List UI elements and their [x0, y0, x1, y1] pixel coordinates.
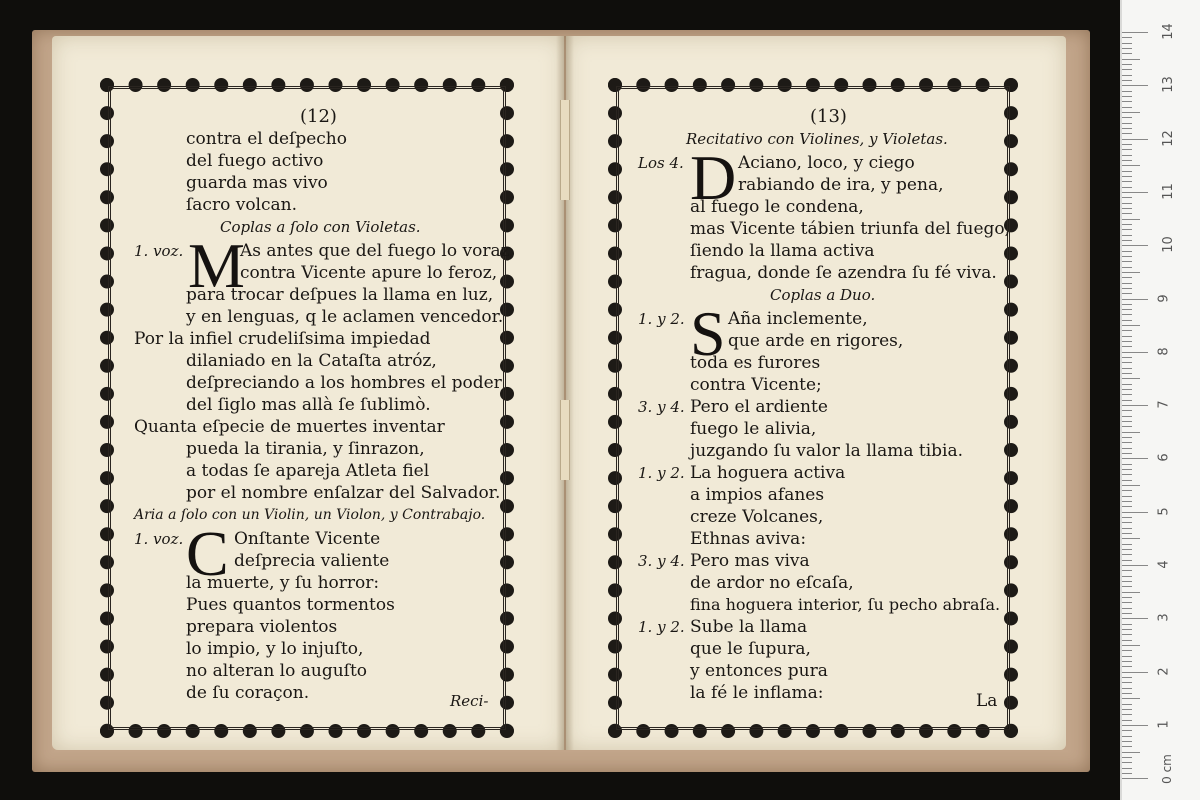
text-line: por el nombre enſalzar del Salvador.	[186, 483, 501, 503]
text-line: Pero el ardiente	[690, 397, 828, 417]
ruler-tick	[1122, 752, 1140, 753]
voice-label: 3. y 4.	[638, 398, 685, 416]
ruler-tick	[1122, 123, 1132, 124]
ruler-tick	[1122, 80, 1132, 81]
binding-thread	[560, 400, 570, 480]
ruler-tick	[1122, 506, 1132, 507]
ruler-tick	[1122, 405, 1148, 406]
ruler-tick	[1122, 458, 1148, 459]
ruler-tick	[1122, 378, 1140, 379]
ruler-tick	[1122, 107, 1132, 108]
text-line: La hoguera activa	[690, 463, 846, 483]
ruler-tick	[1122, 634, 1132, 635]
ruler-tick	[1122, 688, 1132, 689]
ruler-tick	[1122, 666, 1132, 667]
ruler-tick	[1122, 144, 1132, 145]
ruler-number: 12	[1160, 129, 1176, 147]
ruler-tick	[1122, 586, 1132, 587]
ruler-tick	[1122, 602, 1132, 603]
ruler-number: 2	[1156, 666, 1172, 676]
ruler-tick	[1122, 373, 1132, 374]
ruler-tick	[1122, 171, 1132, 172]
ruler-tick	[1122, 192, 1148, 193]
ruler-tick	[1122, 490, 1132, 491]
section-heading: Coplas a Duo.	[770, 286, 876, 304]
ruler-tick	[1122, 325, 1140, 326]
ruler-tick	[1122, 320, 1132, 321]
text-line: fragua, donde ſe azendra ſu fé viva.	[690, 263, 997, 283]
ruler-tick	[1122, 283, 1132, 284]
ruler-tick	[1122, 69, 1132, 70]
ruler-tick	[1122, 368, 1132, 369]
drop-cap: M	[188, 230, 245, 301]
text-line: fina hoguera interior, ſu pecho abraſa.	[690, 595, 1001, 614]
ruler-number: 9	[1156, 293, 1172, 303]
text-line: ſacro volcan.	[186, 195, 297, 215]
voice-label: 1. y 2.	[638, 618, 685, 636]
ruler-tick	[1122, 453, 1132, 454]
measurement-ruler	[1120, 0, 1200, 800]
ruler-tick	[1122, 389, 1132, 390]
ruler-tick	[1122, 581, 1132, 582]
ruler-tick	[1122, 187, 1132, 188]
ruler-number: 13	[1160, 76, 1176, 94]
ruler-tick	[1122, 677, 1132, 678]
ruler-tick	[1122, 160, 1132, 161]
ruler-tick	[1122, 410, 1132, 411]
text-line: deſprecia valiente	[234, 551, 390, 571]
text-line: mas Vicente tábien triunfa del fuego,	[690, 219, 1011, 239]
ruler-tick	[1122, 613, 1132, 614]
ruler-tick	[1122, 352, 1148, 353]
ruler-tick	[1122, 165, 1140, 166]
text-line: dilaniado en la Cataſta atróz,	[186, 351, 437, 371]
voice-label: 1. y 2.	[638, 310, 685, 328]
ruler-tick	[1122, 480, 1132, 481]
ruler-tick	[1122, 240, 1132, 241]
ruler-number: 7	[1156, 400, 1172, 409]
ruler-tick	[1122, 416, 1132, 417]
ruler-tick	[1122, 208, 1132, 209]
ruler-number: 4	[1156, 560, 1172, 569]
ruler-tick	[1122, 469, 1132, 470]
ruler-tick	[1122, 219, 1140, 220]
ruler-tick	[1122, 235, 1132, 236]
text-line: de ardor no eſcaſa,	[690, 573, 854, 593]
text-line: y entonces pura	[690, 661, 828, 681]
ruler-tick	[1122, 618, 1148, 619]
ruler-tick	[1122, 709, 1132, 710]
section-heading: Aria a ſolo con un Violin, un Violon, y Contrabajo.	[134, 507, 486, 523]
ruler-tick	[1122, 229, 1132, 230]
ruler-tick	[1122, 394, 1132, 395]
ruler-number: 8	[1156, 347, 1172, 356]
text-line: contra el deſpecho	[186, 129, 347, 149]
ruler-tick	[1122, 474, 1132, 475]
ruler-tick	[1122, 112, 1140, 113]
ruler-tick	[1122, 544, 1132, 545]
ruler-tick	[1122, 773, 1132, 774]
ruler-tick	[1122, 437, 1132, 438]
ruler-tick	[1122, 277, 1132, 278]
ruler-tick	[1122, 693, 1132, 694]
voice-label: 3. y 4.	[638, 552, 685, 570]
ruler-tick	[1122, 464, 1132, 465]
text-line: para trocar deſpues la llama en luz,	[186, 285, 494, 305]
text-line: Onſtante Vicente	[234, 529, 381, 549]
page-number: (12)	[300, 106, 337, 127]
ruler-tick	[1122, 522, 1132, 523]
ruler-tick	[1122, 704, 1132, 705]
text-line: a todas ſe apareja Atleta fiel	[186, 461, 430, 481]
catchword: Reci-	[450, 692, 489, 710]
ruler-tick	[1122, 139, 1148, 140]
ruler-tick	[1122, 330, 1132, 331]
ruler-number: 3	[1156, 613, 1172, 622]
text-line: que le ſupura,	[690, 639, 811, 659]
ruler-tick	[1122, 53, 1132, 54]
text-line: la fé le inflama:	[690, 683, 824, 703]
ruler-number: 5	[1156, 507, 1172, 516]
section-heading: Recitativo con Violines, y Violetas.	[686, 130, 948, 148]
ruler-tick	[1122, 448, 1132, 449]
ruler-tick	[1122, 592, 1140, 593]
ruler-tick	[1122, 624, 1132, 625]
ruler-tick	[1122, 650, 1132, 651]
ruler-tick	[1122, 512, 1148, 513]
ruler-tick	[1122, 293, 1132, 294]
ruler-tick	[1122, 741, 1132, 742]
text-line: lo impio, y lo injuſto,	[186, 639, 364, 659]
ruler-tick	[1122, 288, 1132, 289]
ruler-tick	[1122, 768, 1132, 769]
ruler-tick	[1122, 261, 1132, 262]
ruler-tick	[1122, 346, 1132, 347]
ruler-tick	[1122, 251, 1132, 252]
ruler-tick	[1122, 85, 1148, 86]
text-line: toda es furores	[690, 353, 821, 373]
ruler-tick	[1122, 554, 1132, 555]
text-line: del ſiglo mas allà ſe ſublimò.	[186, 395, 431, 415]
text-line: rabiando de ira, y pena,	[738, 175, 944, 195]
ruler-tick	[1122, 656, 1132, 657]
ruler-number: 14	[1160, 23, 1176, 40]
ruler-tick	[1122, 757, 1132, 758]
ruler-tick	[1122, 155, 1132, 156]
text-line: Pero mas viva	[690, 551, 810, 571]
drop-cap: S	[690, 298, 726, 369]
ruler-tick	[1122, 570, 1132, 571]
ruler-tick	[1122, 357, 1132, 358]
ruler-unit-label: 0 cm	[1159, 754, 1174, 784]
ruler-number: 1	[1156, 720, 1172, 729]
text-line: no alteran lo auguſto	[186, 661, 368, 681]
text-line: fuego le alivia,	[690, 419, 817, 439]
section-heading: Coplas a ſolo con Violetas.	[220, 218, 421, 236]
ruler-tick	[1122, 176, 1132, 177]
catchword: La	[976, 691, 998, 711]
ruler-tick	[1122, 181, 1132, 182]
ruler-tick	[1122, 730, 1132, 731]
ruler-tick	[1122, 533, 1132, 534]
text-line: deſpreciando a los hombres el poder	[186, 373, 502, 393]
text-line: a impios afanes	[690, 485, 825, 505]
ruler-tick	[1122, 32, 1148, 33]
ruler-tick	[1122, 736, 1132, 737]
ruler-tick	[1122, 661, 1132, 662]
ruler-tick	[1122, 682, 1132, 683]
text-line: Por la infiel crudeliſsima impiedad	[134, 329, 431, 349]
ruler-tick	[1122, 43, 1132, 44]
ruler-number: 11	[1160, 183, 1176, 200]
voice-label: 1. voz.	[134, 242, 184, 260]
ruler-tick	[1122, 597, 1132, 598]
ruler-tick	[1122, 442, 1132, 443]
ruler-tick	[1122, 725, 1148, 726]
ruler-tick	[1122, 565, 1148, 566]
ruler-tick	[1122, 117, 1132, 118]
ruler-tick	[1122, 245, 1148, 246]
ruler-number: 10	[1160, 236, 1176, 253]
ruler-tick	[1122, 96, 1132, 97]
ruler-tick	[1122, 629, 1132, 630]
text-line: contra Vicente apure lo feroz,	[240, 263, 498, 283]
ruler-tick	[1122, 432, 1140, 433]
drop-cap: C	[186, 518, 229, 589]
ruler-tick	[1122, 672, 1148, 673]
ruler-tick	[1122, 309, 1132, 310]
page-number: (13)	[810, 106, 847, 127]
voice-label: Los 4.	[638, 154, 684, 172]
ruler-tick	[1122, 256, 1132, 257]
text-line: al fuego le condena,	[690, 197, 864, 217]
ruler-number: 6	[1156, 453, 1172, 463]
ruler-tick	[1122, 608, 1132, 609]
text-line: ſiendo la llama activa	[690, 241, 875, 261]
ruler-tick	[1122, 496, 1132, 497]
ruler-tick	[1122, 91, 1132, 92]
ruler-tick	[1122, 149, 1132, 150]
ruler-tick	[1122, 714, 1132, 715]
voice-label: 1. y 2.	[638, 464, 685, 482]
text-line: Sube la llama	[690, 617, 808, 637]
text-line: creze Volcanes,	[690, 507, 824, 527]
ruler-tick	[1122, 267, 1132, 268]
text-line: de ſu coraçon.	[186, 683, 310, 703]
ruler-tick	[1122, 746, 1132, 747]
voice-label: 1. voz.	[134, 530, 184, 548]
ruler-tick	[1122, 101, 1132, 102]
ruler-tick	[1122, 560, 1132, 561]
text-line: pueda la tirania, y ſinrazon,	[186, 439, 425, 459]
ruler-tick	[1122, 272, 1140, 273]
ruler-tick	[1122, 314, 1132, 315]
text-line: guarda mas vivo	[186, 173, 328, 193]
ruler-tick	[1122, 538, 1140, 539]
ruler-tick	[1122, 778, 1148, 779]
ruler-tick	[1122, 362, 1132, 363]
ruler-tick	[1122, 400, 1132, 401]
ruler-tick	[1122, 299, 1148, 300]
text-line: del fuego activo	[186, 151, 324, 171]
ruler-tick	[1122, 133, 1132, 134]
text-line: Ethnas aviva:	[690, 529, 807, 549]
text-line: As antes que del fuego lo voraz	[240, 241, 510, 261]
text-line: prepara violentos	[186, 617, 338, 637]
binding-thread	[560, 100, 570, 200]
ruler-tick	[1122, 75, 1132, 76]
ruler-tick	[1122, 384, 1132, 385]
ruler-tick	[1122, 64, 1132, 65]
ruler-tick	[1122, 304, 1132, 305]
ruler-tick	[1122, 197, 1132, 198]
text-line: Aciano, loco, y ciego	[738, 153, 915, 173]
ruler-tick	[1122, 549, 1132, 550]
ruler-tick	[1122, 517, 1132, 518]
ruler-tick	[1122, 528, 1132, 529]
text-line: Aña inclemente,	[728, 309, 868, 329]
text-line: y en lenguas, q le aclamen vencedor.	[186, 307, 504, 327]
ruler-tick	[1122, 720, 1132, 721]
ruler-tick	[1122, 698, 1140, 699]
ruler-tick	[1122, 336, 1132, 337]
text-line: Pues quantos tormentos	[186, 595, 395, 615]
text-line: contra Vicente;	[690, 375, 822, 395]
text-line: la muerte, y ſu horror:	[186, 573, 380, 593]
ruler-tick	[1122, 762, 1132, 763]
ruler-tick	[1122, 128, 1132, 129]
ruler-tick	[1122, 576, 1132, 577]
ruler-tick	[1122, 37, 1132, 38]
ruler-tick	[1122, 48, 1132, 49]
ruler-tick	[1122, 421, 1132, 422]
ruler-tick	[1122, 485, 1140, 486]
text-line: juzgando ſu valor la llama tibia.	[690, 441, 964, 461]
ruler-tick	[1122, 203, 1132, 204]
text-line: Quanta eſpecie de muertes inventar	[134, 417, 445, 437]
ruler-tick	[1122, 59, 1140, 60]
ruler-tick	[1122, 224, 1132, 225]
ruler-tick	[1122, 645, 1140, 646]
ruler-tick	[1122, 501, 1132, 502]
drop-cap: D	[690, 142, 737, 213]
ruler-tick	[1122, 213, 1132, 214]
text-line: que arde en rigores,	[728, 331, 904, 351]
ruler-tick	[1122, 640, 1132, 641]
ruler-tick	[1122, 341, 1132, 342]
ruler-tick	[1122, 426, 1132, 427]
